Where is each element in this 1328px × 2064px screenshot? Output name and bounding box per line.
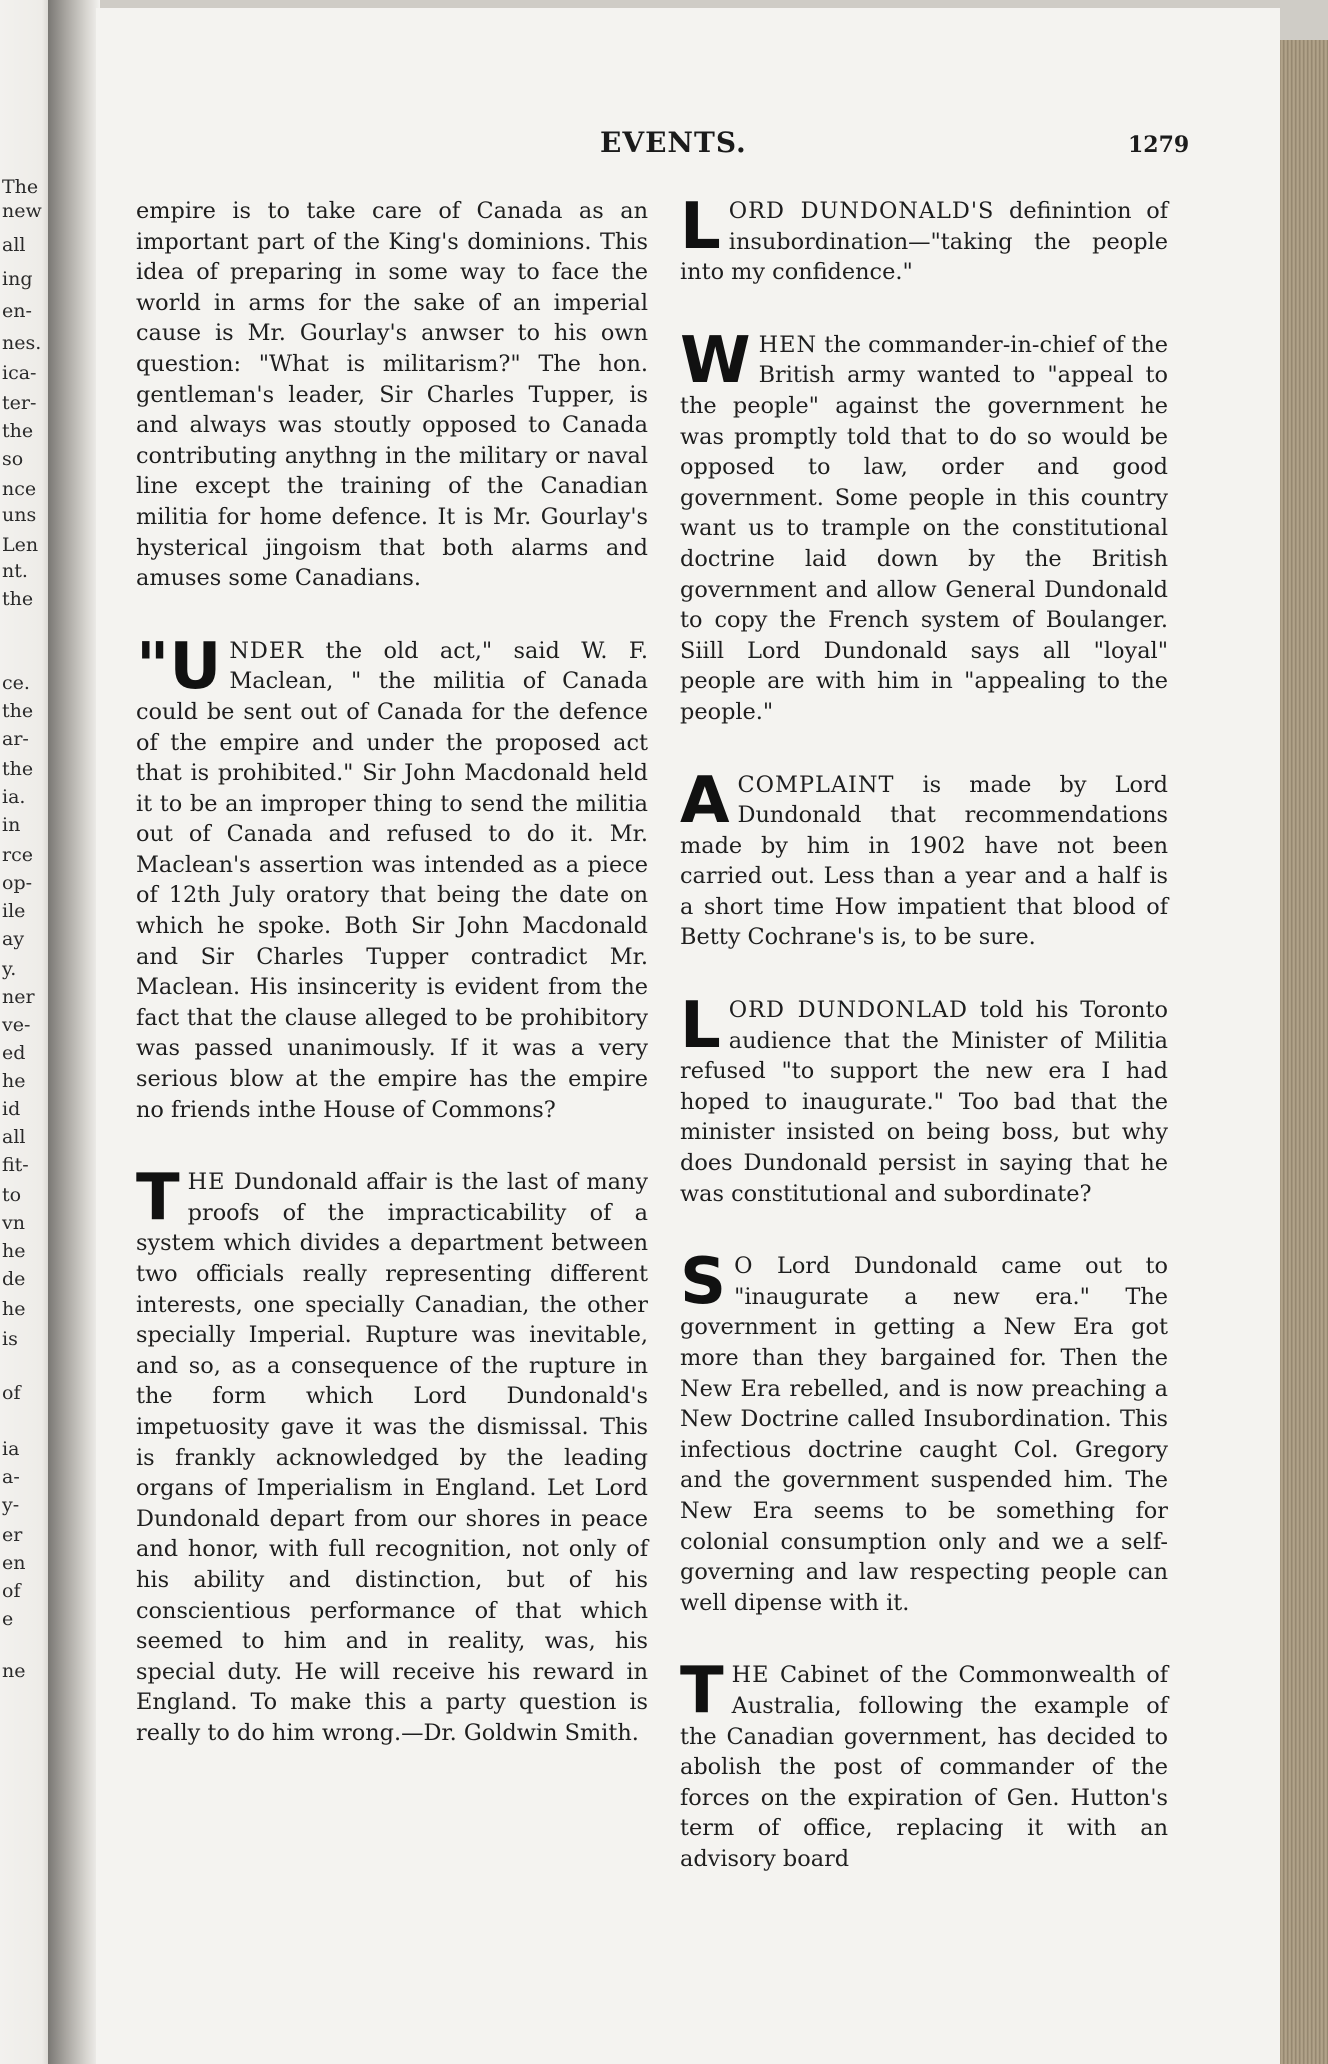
- facing-page-fragment: nt.: [2, 560, 28, 582]
- facing-page-fragment: er: [2, 1524, 23, 1546]
- facing-page-fragment: the: [2, 700, 34, 722]
- facing-page-fragment: nce: [2, 478, 37, 500]
- facing-page-fragment: ica-: [2, 362, 37, 384]
- paragraph: [680, 190, 1168, 288]
- facing-page-fragment: ve-: [2, 1014, 31, 1036]
- page-number: 1279: [1128, 132, 1190, 158]
- facing-page-fragment: ter-: [2, 392, 37, 414]
- facing-page-fragment: rce: [2, 844, 33, 866]
- facing-page-fragment: the: [2, 758, 34, 780]
- facing-page-fragment: ay: [2, 928, 25, 950]
- drop-cap: A: [680, 763, 730, 838]
- right-column: [680, 190, 1169, 1917]
- facing-page-fragment: ile: [2, 900, 26, 922]
- drop-cap: T: [136, 1161, 180, 1236]
- facing-page-fragment: in: [2, 814, 21, 836]
- facing-page-fragment: The: [2, 176, 39, 198]
- facing-page-fragment: e: [2, 1608, 14, 1630]
- paragraph: [136, 1161, 648, 1748]
- facing-page-fragment: ar-: [2, 728, 29, 750]
- facing-page-fragment: y.: [2, 958, 17, 980]
- small-caps-lead: NDER: [229, 637, 305, 664]
- facing-page-fragment: y-: [2, 1494, 20, 1516]
- drop-cap: S: [680, 1245, 727, 1320]
- paragraph: [680, 1654, 1168, 1874]
- facing-page-fragment: fit-: [2, 1154, 29, 1176]
- paragraph: [680, 989, 1169, 1209]
- drop-cap: W: [680, 323, 751, 398]
- paragraph: [680, 1245, 1168, 1618]
- paragraph-text: Dundonald affair is the last of many proofs of the impracticability of a system which divides a department between two officials really representing different interests, one specially Canadian, the other specially Imperial. Rupture was inevitable, and so, as a consequence of the rupture in the form which Lord Dundonald's impetuosity gave it was the dismissal. This is frankly acknowledged by the leading organs of Imperialism in England. Let Lord Dundonald depart from our shores in peace and honor, with full recognition, not only of his ability and distinction, but of his conscientious performance of that which seemed to him and in reality, was, his special duty. He will receive his reward in England. To make this a party question is really to do him wrong.—Dr. Goldwin Smith.: [136, 1169, 648, 1746]
- running-head: EVENTS.: [600, 126, 747, 159]
- paragraph: [136, 196, 648, 594]
- paragraph-text: the old act," said W. F. Maclean, " the militia of Canada could be sent out of Canada for the defence of the empire and under the proposed act that is prohibited." Sir John Macdonald held it to be an improper thing to send the militia out of Canada and refused to do it. Mr. Maclean's assertion was intended as a piece of 12th July oratory that being the date on which he spoke. Both Sir John Macdonald and Sir Charles Tupper contradict Mr. Maclean. His insincerity is evident from the fact that the clause alleged to be prohibitory was passed unanimously. If it was a very serious blow at the empire has the empire no friends inthe House of Commons?: [136, 637, 648, 1123]
- facing-page-fragment: of: [2, 1580, 21, 1602]
- facing-page-fragment: ia.: [2, 786, 26, 808]
- paragraph: [136, 629, 648, 1126]
- facing-page-fragment: new: [2, 200, 42, 222]
- facing-page-fragment: of: [2, 1382, 21, 1404]
- small-caps-lead: COMPLAINT: [737, 771, 895, 798]
- facing-page-fragment: the: [2, 420, 34, 442]
- paragraph: [680, 323, 1168, 728]
- paragraph-text: definintion of insubordination—"taking the people into my confidence.": [680, 198, 1168, 286]
- facing-page-fragment: de: [2, 1268, 26, 1290]
- small-caps-lead: HE: [187, 1169, 226, 1196]
- small-caps-lead: ORD DUNDONLAD: [728, 997, 968, 1024]
- paragraph: [680, 763, 1168, 954]
- facing-page-fragment: to: [2, 1184, 22, 1206]
- facing-page-fragment: he: [2, 1240, 26, 1262]
- facing-page-fragment: so: [2, 448, 24, 470]
- drop-cap: L: [680, 190, 721, 264]
- facing-page-fragment: en-: [2, 300, 32, 322]
- facing-page-fragment: he: [2, 1070, 26, 1092]
- small-caps-lead: HEN: [758, 331, 818, 358]
- facing-page-fragment: ing: [2, 268, 33, 290]
- facing-page-fragment: nes.: [2, 332, 42, 354]
- drop-cap: L: [680, 989, 721, 1064]
- book-gutter: [48, 0, 100, 2064]
- page-edges: [1280, 40, 1328, 2064]
- drop-cap: "U: [136, 629, 222, 704]
- facing-page-fragment: the: [2, 588, 34, 610]
- left-column: [136, 196, 648, 1791]
- facing-page-fragment: uns: [2, 504, 37, 526]
- facing-page-fragment: is: [2, 1328, 18, 1350]
- facing-page-fragment: all: [2, 1126, 26, 1148]
- paragraph-text: empire is to take care of Canada as an important part of the King's dominions. This idea of preparing in some way to face the world in arms for the sake of an imperial cause is Mr. Gourlay's anwser to his own question: "What is militarism?" The hon. gentleman's leader, Sir Charles Tupper, is and always was stoutly opposed to Canada contributing anythng in the military or naval line except the training of the Canadian militia for home defence. It is Mr. Gourlay's hysterical jingoism that both alarms and amuses some Canadians.: [136, 198, 648, 592]
- paragraph-text: Lord Dundonald came out to "inaugurate a new era." The government in getting a New Era got more than they bargained for. Then the New Era rebelled, and is now preaching a New Doctrine called Insubordination. This infectious doctrine caught Col. Gregory and the government suspended him. The New Era seems to be something for colonial consumption only and we a self-governing and law respecting people can well dipense with it.: [680, 1253, 1168, 1616]
- facing-page-fragment: Len: [2, 534, 39, 556]
- facing-page-fragment: all: [2, 234, 26, 256]
- facing-page-fragment: vn: [2, 1212, 25, 1234]
- paragraph-text: the commander-in-chief of the British army wanted to "appeal to the people" against the government he was promptly told that to do so would be opposed to law, order and good government. Some people in this country want us to trample on the constitutional doctrine laid down by the British government and allow General Dundonald to copy the French system of Boulanger. Siill Lord Dundonald says all "loyal" people are with him in "appealing to the people.": [680, 331, 1168, 725]
- paragraph-text: Cabinet of the Commonwealth of Australia, following the example of the Canadian government, has decided to abolish the post of commander of the forces on the expiration of Gen. Hutton's term of office, replacing it with an advisory board: [680, 1662, 1168, 1872]
- drop-cap: T: [680, 1654, 724, 1729]
- small-caps-lead: O: [734, 1253, 754, 1280]
- facing-page-fragment: ia: [2, 1438, 20, 1460]
- facing-page-fragment: ce.: [2, 672, 30, 694]
- facing-page-fragment: ed: [2, 1042, 26, 1064]
- facing-page-fragment: a-: [2, 1466, 20, 1488]
- facing-page-fragment: ne: [2, 1660, 26, 1682]
- facing-page-fragment: id: [2, 1098, 21, 1120]
- small-caps-lead: HE: [731, 1662, 770, 1689]
- facing-page-fragment: op-: [2, 872, 33, 894]
- facing-page-fragment: en: [2, 1552, 26, 1574]
- paragraph-text: is made by Lord Dundonald that recommendations made by him in 1902 have not been carried out. Less than a year and a half is a short time How impatient that blood of Betty Cochrane's is, to be sure.: [680, 771, 1168, 951]
- facing-page-fragment: he: [2, 1298, 26, 1320]
- paragraph-text: told his Toronto audience that the Minister of Militia refused "to support the new era I had hoped to inaugurate." Too bad that the minister insisted on being boss, but why does Dundonald persist in saying that he was constitutional and subordinate?: [680, 997, 1169, 1207]
- small-caps-lead: ORD DUNDONALD'S: [728, 198, 995, 224]
- facing-page-fragment: ner: [2, 986, 35, 1008]
